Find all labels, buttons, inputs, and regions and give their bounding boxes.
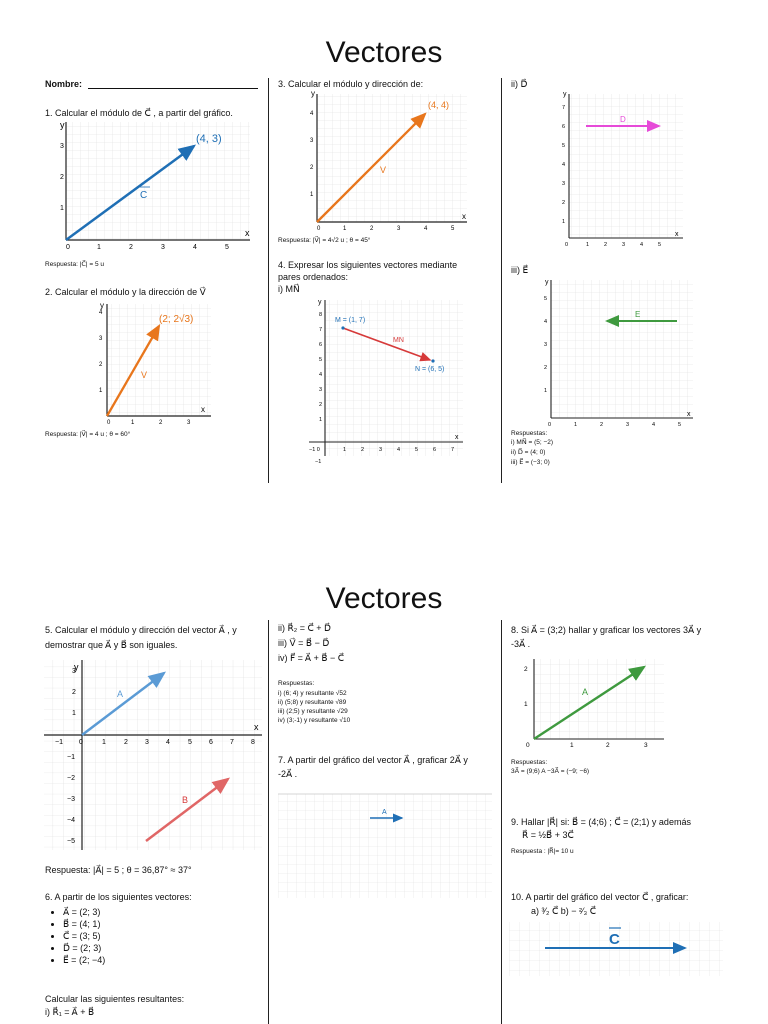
graph-q1 [40,118,252,256]
graph-q4-i [305,296,465,466]
vector-label: MN [393,337,404,344]
question-4-i: i) MN⃗ [278,284,300,294]
svg-text:3: 3 [397,226,401,232]
column-divider [501,78,502,483]
question-4-ii: ii) D⃗ [511,79,528,89]
answer-5: Respuesta: |A⃗| = 5 ; θ = 36,87° ≈ 37° [45,865,192,875]
svg-text:x: x [675,231,679,238]
graph-q5 [42,656,264,852]
svg-text:1: 1 [97,244,101,251]
question-4-line2: pares ordenados: [278,272,349,282]
svg-text:1: 1 [586,242,590,248]
question-6-intro: 6. A partir de los siguientes vectores: [45,892,192,902]
svg-text:−5: −5 [67,838,75,845]
svg-text:1: 1 [562,219,566,225]
svg-text:5: 5 [562,143,566,149]
svg-text:5: 5 [544,296,548,302]
question-5-line1: 5. Calcular el módulo y dirección del vector A⃗ , y [45,625,237,635]
question-2: 2. Calcular el módulo y la dirección de V⃗ [45,287,206,297]
answer-8: 3A⃗ = (9;6) A −3A⃗ = (−9; −6) [511,768,590,775]
page-title: Vectores [325,582,443,615]
graph-q8 [512,655,667,755]
question-8-line1: 8. Si A⃗ = (3;2) hallar y graficar los vectores 3A⃗ y [511,625,702,635]
point-label: (4, 4) [428,100,450,110]
answer-2: Respuesta: |V⃗| = 4 u ; θ = 60° [45,431,131,438]
question-1: 1. Calcular el módulo de C⃗ , a partir del gráfico. [45,108,233,118]
question-5-line2: demostrar que A⃗ y B⃗ son iguales. [45,640,178,650]
question-6-i: i) R⃗₁ = A⃗ + B⃗ [45,1007,95,1017]
answer-6-i: i) (6; 4) y resultante √52 [278,690,347,697]
svg-text:2: 2 [319,402,323,408]
svg-text:2: 2 [129,244,133,251]
svg-text:7: 7 [451,447,455,453]
question-9-line2: R⃗ = ½B⃗ + 3C⃗ [522,830,574,840]
svg-text:3: 3 [562,181,566,187]
svg-text:1: 1 [343,226,347,232]
vector-label: C [609,931,620,948]
graph-q2 [95,300,215,430]
svg-text:−4: −4 [67,817,75,824]
svg-text:4: 4 [193,244,197,251]
question-6-ii: ii) R⃗₂ = C⃗ + D⃗ [278,623,331,633]
svg-text:4: 4 [424,226,428,232]
answers-title: Respuestas: [511,759,548,766]
svg-text:4: 4 [166,739,170,746]
svg-text:6: 6 [433,447,437,453]
svg-text:y: y [100,301,104,310]
svg-text:2: 2 [124,739,128,746]
svg-text:2: 2 [310,165,314,171]
svg-text:7: 7 [230,739,234,746]
nombre-input[interactable] [88,88,258,89]
svg-text:4: 4 [397,447,401,453]
svg-text:2: 2 [606,742,610,749]
list-item: • D⃗ = (2; 3) [63,942,105,954]
svg-text:y: y [563,91,567,98]
svg-text:4: 4 [99,310,103,316]
x-axis-label: x [245,228,250,238]
svg-text:2: 2 [60,174,64,181]
svg-text:2: 2 [562,200,566,206]
point-m-label: M = (1, 7) [335,317,366,324]
svg-text:3: 3 [626,422,630,428]
question-10-line1: 10. A partir del gráfico del vector C⃗ , graficar: [511,892,689,902]
svg-text:4: 4 [652,422,656,428]
graph-q3 [300,88,470,236]
graph-q4-iii [535,276,695,432]
svg-text:2: 2 [159,420,163,426]
svg-text:0: 0 [548,422,552,428]
svg-text:5: 5 [225,244,229,251]
svg-text:−1: −1 [315,459,322,465]
vector-label: E [635,310,641,319]
answers-title: Respuestas: [278,680,315,687]
point-n-label: N = (6, 5) [415,366,445,373]
svg-text:0: 0 [107,420,111,426]
svg-text:4: 4 [640,242,644,248]
svg-text:6: 6 [562,124,566,130]
question-6-iv: iv) F⃗ = A⃗ + B⃗ − C⃗ [278,653,345,663]
svg-text:7: 7 [562,105,566,111]
vector-label: A [382,809,387,816]
svg-text:−3: −3 [67,796,75,803]
svg-text:3: 3 [319,387,323,393]
svg-text:4: 4 [544,319,548,325]
svg-text:3: 3 [187,420,191,426]
point-label: (4, 3) [196,133,222,145]
list-item: • A⃗ = (2; 3) [63,906,105,918]
svg-text:6: 6 [319,342,323,348]
svg-text:2: 2 [600,422,604,428]
svg-text:y: y [74,662,79,672]
svg-text:0: 0 [526,742,530,749]
answer-6-iii: iii) (2;5) y resultante √29 [278,708,348,715]
page-title: Vectores [325,36,443,69]
vector-label: V [380,165,387,175]
svg-text:y: y [311,89,315,98]
svg-text:2: 2 [524,666,528,673]
vector-a-label: A [117,689,124,699]
svg-text:x: x [201,405,205,414]
svg-text:x: x [455,434,459,441]
graph-q7 [278,792,492,900]
question-7-line1: 7. A partir del gráfico del vector A⃗ , graficar 2A⃗ y [278,755,468,765]
svg-text:x: x [254,722,259,732]
question-7-line2: -2A⃗ . [278,769,298,779]
answer-1: Respuesta: |C⃗| = 5 u [45,261,105,268]
svg-text:4: 4 [319,372,323,378]
svg-text:1: 1 [574,422,578,428]
question-9-line1: 9. Hallar |R⃗| si: B⃗ = (4;6) ; C⃗ = (2;1) y además [511,817,691,827]
svg-text:5: 5 [188,739,192,746]
svg-text:1: 1 [544,388,548,394]
svg-text:0: 0 [66,244,70,251]
svg-text:2: 2 [370,226,374,232]
answer-9: Respuesta : |R⃗|= 10 u [511,848,574,855]
svg-text:−1: −1 [67,754,75,761]
list-item: • E⃗ = (2; −4) [63,954,105,966]
svg-text:y: y [545,279,549,286]
svg-text:0: 0 [317,226,321,232]
vector-label: A [582,687,589,697]
svg-text:2: 2 [544,365,548,371]
svg-text:1: 1 [310,192,314,198]
svg-text:3: 3 [161,244,165,251]
svg-text:2: 2 [72,689,76,696]
vector-label: D [620,115,626,124]
answer-4-iii: iii) E⃗ = (−3; 0) [511,459,550,466]
svg-text:1: 1 [524,701,528,708]
question-3: 3. Calcular el módulo y dirección de: [278,79,424,89]
svg-text:1: 1 [102,739,106,746]
question-6-calc: Calcular las siguientes resultantes: [45,994,185,1004]
svg-text:8: 8 [251,739,255,746]
graph-q10 [509,920,723,978]
svg-text:3: 3 [145,739,149,746]
point-label: (2; 2√3) [159,314,194,325]
svg-text:6: 6 [209,739,213,746]
svg-text:1: 1 [570,742,574,749]
svg-text:2: 2 [604,242,608,248]
svg-text:y: y [318,299,322,306]
column-divider [268,620,269,1024]
column-divider [501,620,502,1024]
column-divider [268,78,269,483]
svg-text:8: 8 [319,312,323,318]
svg-text:0: 0 [565,242,569,248]
svg-text:1: 1 [131,420,135,426]
svg-text:3: 3 [99,336,103,342]
svg-text:1: 1 [72,710,76,717]
vector-label: C [140,190,148,201]
svg-text:0: 0 [79,739,83,746]
svg-text:5: 5 [451,226,455,232]
nombre-label: Nombre: [45,79,83,89]
list-item: • C⃗ = (3; 5) [63,930,105,942]
svg-text:x: x [687,411,691,418]
svg-text:1: 1 [99,388,103,394]
svg-text:3: 3 [644,742,648,749]
question-4-iii: iii) E⃗ [511,265,529,275]
svg-text:3: 3 [310,138,314,144]
svg-text:7: 7 [319,327,323,333]
vector-list [45,906,105,966]
svg-text:3: 3 [622,242,626,248]
svg-text:−1: −1 [55,739,63,746]
vector-label: V [141,370,148,380]
svg-text:−2: −2 [67,775,75,782]
answer-4-i: i) MN⃗ = (5; −2) [511,439,554,446]
svg-text:x: x [462,212,466,221]
svg-text:5: 5 [658,242,662,248]
svg-text:4: 4 [310,111,314,117]
vector-b-label: B [182,795,189,805]
y-axis-label: y [60,120,65,130]
svg-text:5: 5 [678,422,682,428]
question-6-iii: iii) V⃗ = B⃗ − D⃗ [278,638,330,648]
graph-q4-ii [555,90,685,250]
svg-text:2: 2 [99,362,103,368]
svg-text:5: 5 [415,447,419,453]
svg-text:3: 3 [60,143,64,150]
svg-text:1: 1 [319,417,323,423]
question-4-line1: 4. Expresar los siguientes vectores mediante [278,260,458,270]
answer-3: Respuesta: |V⃗| = 4√2 u ; θ = 45° [278,237,371,244]
svg-text:3: 3 [72,668,76,675]
svg-text:3: 3 [544,342,548,348]
svg-text:3: 3 [379,447,383,453]
answers-title: Respuestas: [511,430,548,437]
svg-text:4: 4 [562,162,566,168]
svg-text:−1 0: −1 0 [309,447,320,453]
svg-text:5: 5 [319,357,323,363]
question-8-line2: -3A⃗ . [511,639,531,649]
question-10-line2: a) ³⁄₂ C⃗ b) − ²⁄₃ C⃗ [531,906,596,916]
svg-text:2: 2 [361,447,365,453]
svg-text:1: 1 [343,447,347,453]
svg-text:1: 1 [60,205,64,212]
answer-4-ii: ii) D⃗ = (4; 0) [511,449,546,456]
answer-6-iv: iv) (3;-1) y resultante √10 [278,717,351,724]
list-item: • B⃗ = (4; 1) [63,918,105,930]
answer-6-ii: ii) (5;8) y resultante √89 [278,699,347,706]
